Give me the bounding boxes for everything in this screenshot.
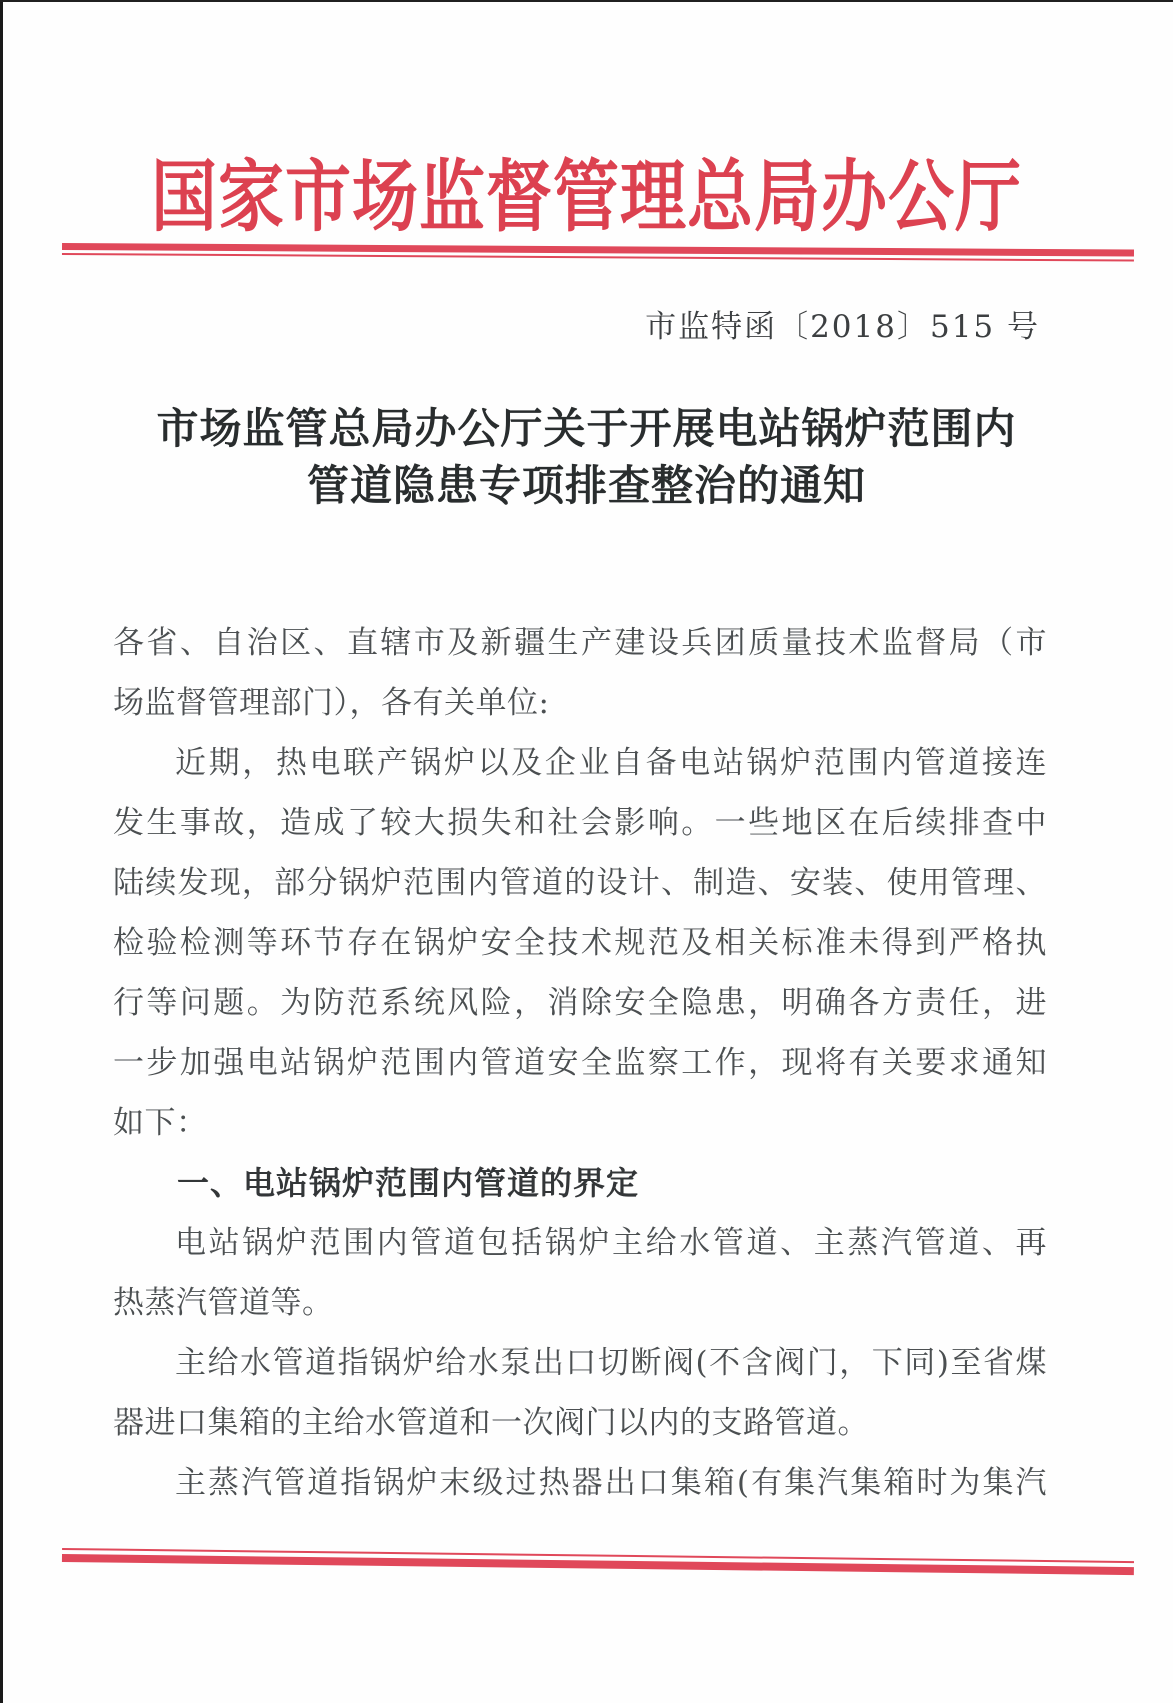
document-title-line2: 管道隐患专项排查整治的通知 xyxy=(306,461,866,510)
document-body xyxy=(113,613,1047,1513)
document-title xyxy=(0,400,1173,514)
body-line: 发生事故，造成了较大损失和社会影响。一些地区在后续排查中 xyxy=(113,805,1047,841)
body-line: 主给水管道指锅炉给水泵出口切断阀(不含阀门，下同)至省煤 xyxy=(175,1345,1047,1381)
body-line: 行等问题。为防范系统风险，消除安全隐患，明确各方责任，进 xyxy=(113,985,1047,1021)
section-heading: 一、电站锅炉范围内管道的界定 xyxy=(177,1164,640,1202)
letterhead-org-name: 国家市场监督管理总局办公厅 xyxy=(151,150,1022,243)
body-line: 热蒸汽管道等。 xyxy=(113,1285,334,1321)
body-line: 场监督管理部门），各有关单位: xyxy=(113,685,550,721)
body-line: 陆续发现，部分锅炉范围内管道的设计、制造、安装、使用管理、 xyxy=(113,865,1047,901)
body-line: 检验检测等环节存在锅炉安全技术规范及相关标准未得到严格执 xyxy=(113,925,1047,961)
body-line: 主蒸汽管道指锅炉末级过热器出口集箱(有集汽集箱时为集汽 xyxy=(175,1465,1047,1501)
footer-rule xyxy=(62,1548,1134,1575)
document-number: 市监特函〔2018〕515 号 xyxy=(645,309,1040,345)
body-line: 器进口集箱的主给水管道和一次阀门以内的支路管道。 xyxy=(113,1405,869,1441)
document-title-line1: 市场监管总局办公厅关于开展电站锅炉范围内 xyxy=(156,404,1017,453)
scan-edge-top xyxy=(0,0,1173,2)
body-line: 近期，热电联产锅炉以及企业自备电站锅炉范围内管道接连 xyxy=(175,745,1047,781)
body-line: 电站锅炉范围内管道包括锅炉主给水管道、主蒸汽管道、再 xyxy=(175,1225,1047,1261)
body-line: 一步加强电站锅炉范围内管道安全监察工作，现将有关要求通知 xyxy=(113,1045,1047,1081)
body-line: 各省、自治区、直辖市及新疆生产建设兵团质量技术监督局（市 xyxy=(113,625,1047,661)
body-line: 如下： xyxy=(113,1105,208,1141)
scan-edge-left xyxy=(0,0,3,1703)
